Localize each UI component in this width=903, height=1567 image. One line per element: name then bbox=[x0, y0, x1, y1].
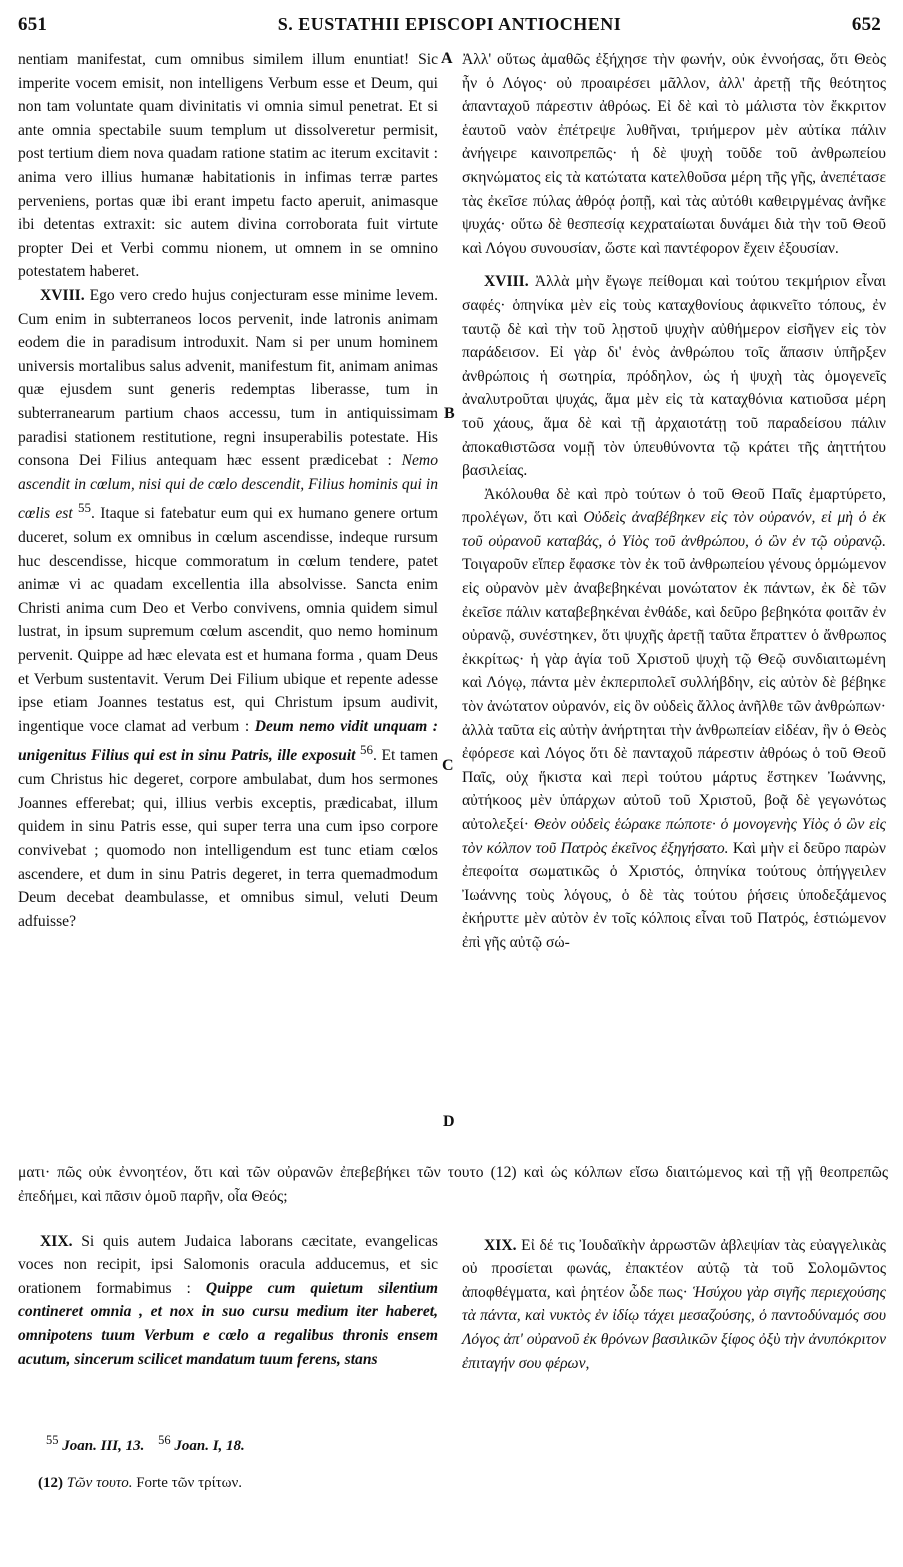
greek-section-18 bbox=[462, 270, 886, 482]
latin-text: . Itaque si fatebatur eum qui ex humano genere ortum duceret, solum ex omnibus in cœlum ascendisse, indeque rursum huc descendisse, hicque commoratum in cœlum tendere, patet animæ vi ac quadam excellentia illa absolvisse. Sancta enim Christi anima cum Deo et Verbo convivens, omnia quidem simul lustrat, in ipsum supremum cœlum ascendit, quo nemo hominum pervenit. Quippe ad hæc elevata est et humana forma , quam Deus et Verbum sustentavit. Verum Dei Filium ubique et repente adesse ipse etiam Joannes testatus est, qui Christum ipsum audivit, ingentique voce clamat ad verbum : bbox=[18, 505, 438, 735]
margin-letter-c: C bbox=[442, 757, 454, 774]
section-number: XIX. bbox=[484, 1236, 517, 1254]
latin-scripture-quote: Deum nemo vidit unquam : unigenitus Filius qui est in sinu Patris, ille exposuit bbox=[18, 717, 439, 765]
latin-text: Si quis autem Judaica laborans cæcitate, evangelicas voces non recipit, ipsi Salomonis oracula adducemus, et sic orationem formabimus : bbox=[18, 1232, 438, 1297]
margin-letter-d: D bbox=[443, 1113, 455, 1130]
section-number: XIX. bbox=[40, 1232, 73, 1250]
latin-paragraph-1: nentiam manifestat, cum omnibus similem illum enuntiat! Sic imperite vocem emisit, non intelligens Verbum esse et Deum, qui non tam voluntate quam divinitatis vi omnia simul penetrat. Et si ante omnia spectabile suum templum ut dissolveretur permisit, post tertium diem nova quadam ratione statim ac iterum excitavit : anima vero illius humanæ habitationis in infimas terræ partes perveniens, portas quæ ibi erant impetu facto aperuit, animasque ibi detentas extraxit: sic autem divina corroborata fuit virtute propter Dei et Verbi commu nionem, ut omnem in se omnino potestatem haberet. bbox=[18, 51, 438, 281]
greek-paragraph-1: Ἀλλ' οὕτως ἀμαθῶς ἐξήχησε τὴν φωνήν, οὐκ ἐννοήσας, ὅτι Θεὸς ἦν ὁ Λόγος· οὐ προαιρέσει μᾶλλον, ἀλλ' ἀρετῇ τῆς θεότητος ἁπανταχοῦ πάρεστιν ἀθρόως. Εἰ δὲ καὶ τὸ μάλιστα τὸν ἔκκριτον ἑαυτοῦ ναὸν ἐπέτρεψε λυθῆναι, τριήμερον μὲν αὐτίκα πάλιν ἀνήγειρε καινοπρεπῶς· ἡ δὲ ψυχὴ τοῦδε τοῦ ἀνθρωπείου σκηνώματος εἰς τὰ κατώτατα κατελθοῦσα μέρη τῆς γῆς, ἀνεπέτασε τὰς ἐκεῖσε πύλας ἀθρόᾳ ῥοπῇ, καὶ τὰς αὐτόθι καθειργμένας ἀνῆκε ψυχάς· οὕτω δὲ θεσπεσίᾳ κεχραταίωται δυνάμει διὰ τὴν τοῦ Θεοῦ καὶ Λόγου συνουσίαν, ὥστε καὶ παντέφορον ἔχειν ἐξουσίαν. bbox=[462, 51, 886, 257]
greek-text: Ἀλλὰ μὴν ἔγωγε πείθομαι καὶ τούτου τεκμήριον εἶναι σαφές· ὁπηνίκα μὲν εἰς τοὺς καταχθονίους ἀφικνεῖτο τόπους, ἐν ταυτῷ δὲ καὶ τὴν τοῦ λῃστοῦ ψυχὴν αὐθήμερον εἰσῆγεν εἰς τὸν παράδεισον. Εἰ γὰρ δι' ἑνὸς ἀνθρώπου τοῖς ἅπασιν ὑπῆρξεν ἀνθρώποις ἡ σωτηρία, πρόδηλον, ὡς ἡ ψυχὴ τὰς ὁμογενεῖς ἀναλυτροῦται ψυχάς, ἅμα μὲν εἰς τὰ καταχθόνια κατιοῦσα μέρη τοῦ χάους, ἅμα δὲ καὶ τῇ ἀρχαιοτάτῃ τοῦ παραδείσου πάλιν ἀποκαθιστῶσα νομῇ τὸν ὑπευθύνοντα τῷ κράτει τῆς ἀηττήτου βασιλείας. bbox=[462, 273, 887, 480]
latin-section-18 bbox=[18, 284, 438, 933]
greek-text: Εἰ δέ τις Ἰουδαϊκὴν ἀρρωστῶν ἀβλεψίαν τὰς εὐαγγελικὰς οὐ προσίεται φωνάς, ἐπακτέον αὐτῷ τὰ τοῦ Σολομῶντος ἀποφθέγματα, καὶ ῥητέον ὧδε πως· bbox=[462, 1236, 886, 1301]
greek-paragraph bbox=[462, 483, 886, 955]
latin-scripture-quote: Nemo ascendit in cœlum, nisi qui de cœlo descendit, Filius hominis qui in cœlis est bbox=[18, 452, 438, 523]
greek-scripture-quote: Ἡσύχου γὰρ σιγῆς περιεχούσης τὰ πάντα, καὶ νυκτὸς ἐν ἰδίῳ τάχει μεσαζούσης, ὁ παντοδύναμός σου Λόγος ἀπ' οὐρανοῦ ἐκ θρόνων βασιλικῶν ξίφος ὀξὺ τὴν ἀνυπόκριτον ἐπιταγήν σου φέρων, bbox=[462, 1283, 886, 1372]
footnote-mark: 56 bbox=[158, 1433, 171, 1447]
margin-letter-b: B bbox=[444, 405, 455, 422]
footnote-mark: (12) bbox=[38, 1475, 63, 1491]
footnote-ref: 55 bbox=[78, 500, 91, 516]
footnote-mark: 55 bbox=[46, 1433, 59, 1447]
section-number: XVIII. bbox=[40, 286, 85, 304]
greek-scripture-quote: Θεὸν οὐδεὶς ἑώρακε πώποτε· ὁ μονογενὴς Υἱὸς ὁ ὢν εἰς τὸν κόλπον τοῦ Πατρὸς ἐκεῖνος ἐξηγήσατο. bbox=[462, 816, 886, 857]
footnote-ref: 56 bbox=[360, 742, 374, 758]
footnote-lemma: Τῶν τουτο. bbox=[66, 1475, 133, 1491]
greek-text: Τοιγαροῦν εἴπερ ἔφασκε τὸν ἐκ τοῦ ἀνθρωπείου γένους ὁρμώμενον εἰς οὐρανὸν μὲν ἀναβεβηκέναι μονώτατον ἐκ πάντων, ἐκ δὲ τῶν ἐκεῖσε πάλιν καταβεβηκέναι ἐνθάδε, καὶ δεῦρο βεβηκότα φοιτᾶν ἐν οὐρανῷ, συνέστηκεν, ὅτι ψυχῆς ἀρετῇ ταῦτα ἔπραττεν ὁ ἄνθρωπος ἐκκρίτως· ἡ γὰρ ἁγία τοῦ Χριστοῦ ψυχὴ τῷ Θεῷ συνδιαιτωμένη καὶ Λόγῳ, πάντα μὲν ἐκπεριπολεῖ συλλήβδην, εἰς αὐτὸν δὲ βέβηκε τὸν ἀνώτατον οὐρανόν, εἰς ὃν οὐδεὶς ἄλλος ἀνῆλθε τῶν ἀνθρώπων· ἀλλὰ ταῦτα εἰς αὐτὴν ἀνήρτηται τὴν ἀνθρωπείαν εἰδέαν, ἣν ὁ Θεὸς ἐφόρεσε καὶ Λόγος ὅτι δὲ πανταχοῦ πάρεστιν ἀθρόως ὁ τοῦ Θεοῦ Παῖς, οὐχ ἥκιστα καὶ περὶ τούτου μάρτυς ἕστηκεν Ἰωάννης, αὐτήκοος μὲν ὑπάρχων αὐτοῦ τοῦ Χριστοῦ, βοᾷ δὲ γεγωνότως αὐτολεξεί· bbox=[462, 556, 886, 833]
scripture-footnotes bbox=[46, 1433, 245, 1455]
footnote-text: Joan. I, 18. bbox=[174, 1438, 245, 1454]
greek-text: Ἀκόλουθα δὲ καὶ πρὸ τούτων ὁ τοῦ Θεοῦ Παῖς ἐμαρτύρετο, προλέγων, ὅτι καὶ bbox=[462, 485, 886, 527]
running-header bbox=[18, 14, 881, 42]
latin-section-19 bbox=[18, 1214, 438, 1387]
greek-scripture-quote: Οὐδεὶς ἀναβέβηκεν εἰς τὸν οὐρανόν, εἰ μὴ ὁ ἐκ τοῦ οὐρανοῦ καταβάς, ὁ Υἱὸς τοῦ ἀνθρώπου, ὁ ὢν ἐν τῷ οὐρανῷ. bbox=[462, 509, 886, 550]
latin-scripture-quote: Quippe cum quietum silentium contineret omnia , et nox in suo cursu medium iter haberet, omnipotens tuum Verbum e cœlo a regalibus thronis ensem acutum, sincerum scilicet mandatum tuum ferens, stans bbox=[18, 1279, 438, 1368]
latin-text: . Et tamen cum Christus hic degeret, corpore ambulabat, dum hos sermones Joannes efferebat; qui, illius verbis exceptis, prædicabat, illum quidem in sinu Patris esse, qui super terra una cum ipso corpore convivebat ; quomodo non intelligendum est tunc etiam cœlos ascendere, et dum in sinu Patris degeret, in terra quemadmodum Deum decebat deambulasse, et omnibus simul, veluti Deum adfuisse? bbox=[18, 747, 438, 930]
greek-text: Καὶ μὴν εἰ δεῦρο παρὼν ἐπεφοίτα σωματικῶς ὁ Χριστός, ὁπηνίκα τούτους ὀπήγγειλεν Ἰωάννης τοὺς λόγους, ὁ δὲ τὰς τούτου ῥήσεις ὑποδεξάμενος ἐκήρυττε μὲν αὐτὸν ἐν τοῖς κόλποις εἶναι τοῦ Πατρός, ἑστιώμενον ἐπὶ γῆς αὐτῷ σώ- bbox=[462, 839, 886, 951]
running-title: S. EUSTATHII EPISCOPI ANTIOCHENI bbox=[277, 14, 622, 34]
footnote-text: Joan. III, 13. bbox=[62, 1438, 145, 1454]
greek-column bbox=[462, 48, 886, 955]
page-number-left: 651 bbox=[18, 14, 48, 35]
greek-bridge-text: ματι· πῶς οὐκ ἐννοητέον, ὅτι καὶ τῶν οὐρανῶν ἐπεβεβήκει τῶν τουτο (12) καὶ ὡς κόλπων εἴσω διαιτώμενος καὶ τῇ γῇ θεοπρεπῶς ἐπεδήμει, καὶ πᾶσιν ὁμοῦ παρῆν, οἷα Θεός; bbox=[18, 1164, 888, 1205]
margin-letter-a: A bbox=[441, 50, 453, 67]
page-number-right: 652 bbox=[851, 14, 881, 35]
latin-column bbox=[18, 48, 438, 933]
section-number: XVIII. bbox=[484, 273, 529, 291]
footnote-text: Forte τῶν τρίτων. bbox=[136, 1475, 243, 1491]
greek-section-19 bbox=[462, 1218, 886, 1391]
editorial-footnote bbox=[38, 1475, 252, 1492]
latin-text: Ego vero credo hujus conjecturam esse minime levem. Cum enim in subterraneos locos pervenit, inde latronis animam eodem die in paradisum introduxit. Nam si per unum hominem universis mortalibus salus advenit, manifestum fit, animam animas quæ ejusdem sunt generis redemptas liberasse, tum in subterranearum partium chaos accessu, tum in antiquissimam paradisi stationem restitutione, regni insuperabilis potestate. His consona Dei Filius antequam hæc essent prædicebat : bbox=[18, 286, 438, 470]
